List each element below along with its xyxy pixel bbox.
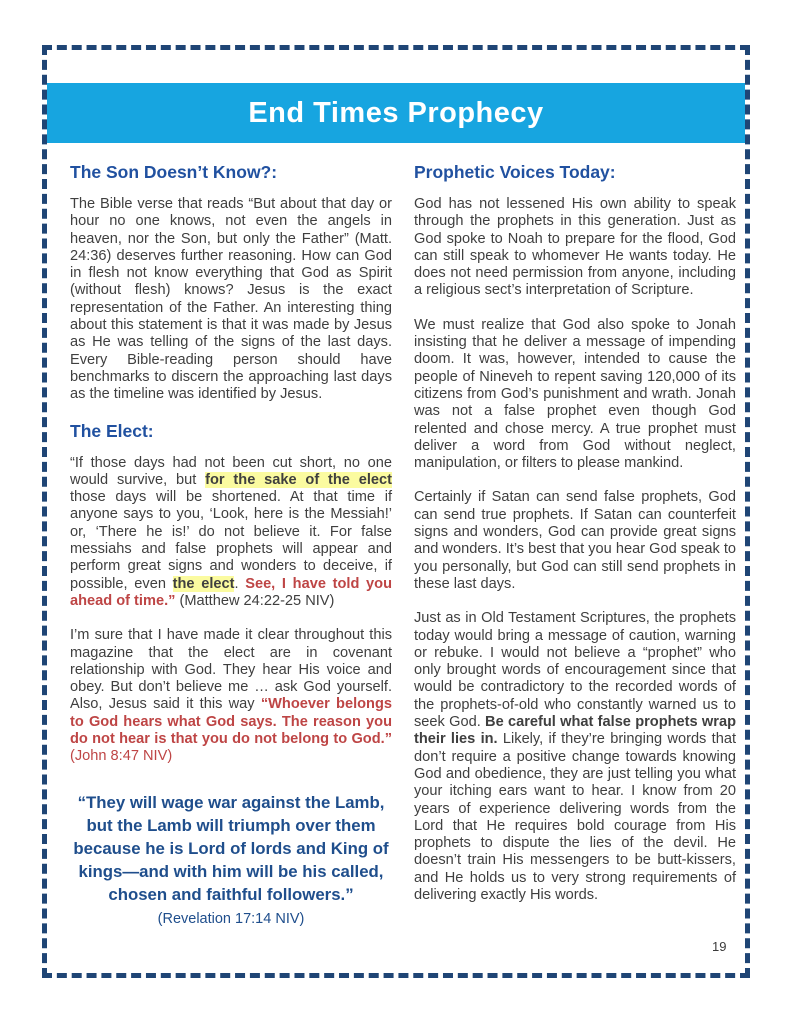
left-column bbox=[70, 162, 392, 927]
heading-the-son-doesnt-know: The Son Doesn’t Know?: bbox=[70, 162, 278, 182]
paragraph-son-doesnt-know: The Bible verse that reads “But about that day or hour no one knows, not even the angels in heaven, nor the Son, but only the Father” (Matt. 24:36) deserves further reasoning. How can God in flesh not know everything that God as Spirit (without flesh) knows? Jesus is the exact representation of the Father. An interesting thing about this statement is that it was made by Jesus as He was telling of the signs of the last days. Every Bible-reading person should have benchmarks to discern the approaching last days as the timeline was identified by Jesus. bbox=[70, 196, 392, 403]
right-column bbox=[414, 162, 736, 927]
page-title: End Times Prophecy bbox=[248, 96, 544, 129]
page-number: 19 bbox=[712, 939, 727, 954]
revelation-quote-text: “They will wage war against the Lamb, but the Lamb will triumph over them because he is Lord of lords and King of kings—and with him will be his called, chosen and faithful followers.” bbox=[73, 792, 389, 904]
paragraph-elect-covenant: I’m sure that I have made it clear throughout this magazine that the elect are in covenant relationship with God. They hear His voice and obey. But don’t believe me … ask God yourself. Also, Jesus said it this way “Whoever belongs to God hears what God says. The reason you do not hear is that you do not belong to God.” (John 8:47 NIV) bbox=[70, 627, 392, 765]
content-columns bbox=[70, 162, 736, 927]
revelation-quote-citation: (Revelation 17:14 NIV) bbox=[157, 910, 305, 927]
title-banner bbox=[47, 83, 745, 143]
paragraph-prophetic-4: Just as in Old Testament Scriptures, the prophets today would bring a message of caution, warning or rebuke. I would not believe a “prophet” who only brought words of encouragement since that would be contradictory to the recorded words of the prophets-of-old who constantly warned us to seek God. Be careful what false prophets wrap their lies in. Likely, if they’re bringing words that don’t require a positive change towards knowing God and obedience, they are just telling you what your itching ears want to hear. I know from 20 years of experience delivering words from the Lord that He requires bold courage from His prophets to dispute the lies of the devil. He doesn’t train His messengers to be butt-kissers, and He holds us to very strong requirements of delivering exactly His words. bbox=[414, 610, 737, 903]
revelation-quote-block bbox=[70, 791, 392, 927]
paragraph-elect-verse: “If those days had not been cut short, no one would survive, but for the sake of the elect those days will be shortened. At that time if anyone says to you, ‘Look, here is the Messiah!’ or, ‘There he is!’ do not believe it. For false messiahs and false prophets will appear and perform great signs and wonders to deceive, if possible, even the elect. See, I have told you ahead of time.” (Matthew 24:22-25 NIV) bbox=[70, 454, 392, 609]
heading-the-elect: The Elect: bbox=[70, 420, 154, 441]
heading-prophetic-voices: Prophetic Voices Today: bbox=[414, 162, 616, 182]
paragraph-prophetic-1: God has not lessened His own ability to speak through the prophets in this generation. Just as God spoke to Noah to prepare for the flood, God can still speak to whomever He wants today. He does not need permission from anyone, including a religious sect’s interpretation of Scripture. bbox=[414, 196, 736, 299]
paragraph-prophetic-3: Certainly if Satan can send false prophets, God can send true prophets. If Satan can counterfeit signs and wonders, God can provide great signs and wonders. It’s best that you hear God speak to you personally, but God can still send prophets in these last days. bbox=[414, 489, 736, 592]
paragraph-prophetic-2: We must realize that God also spoke to Jonah insisting that he deliver a message of impending doom. It was, however, intended to cause the people of Nineveh to repent saving 120,000 of its citizens from God’s punishment and wrath. Jonah was not a false prophet even though God relented and chose mercy. A true prophet must deliver a word from God without neglect, manipulation, or filters to please mankind. bbox=[414, 316, 736, 472]
